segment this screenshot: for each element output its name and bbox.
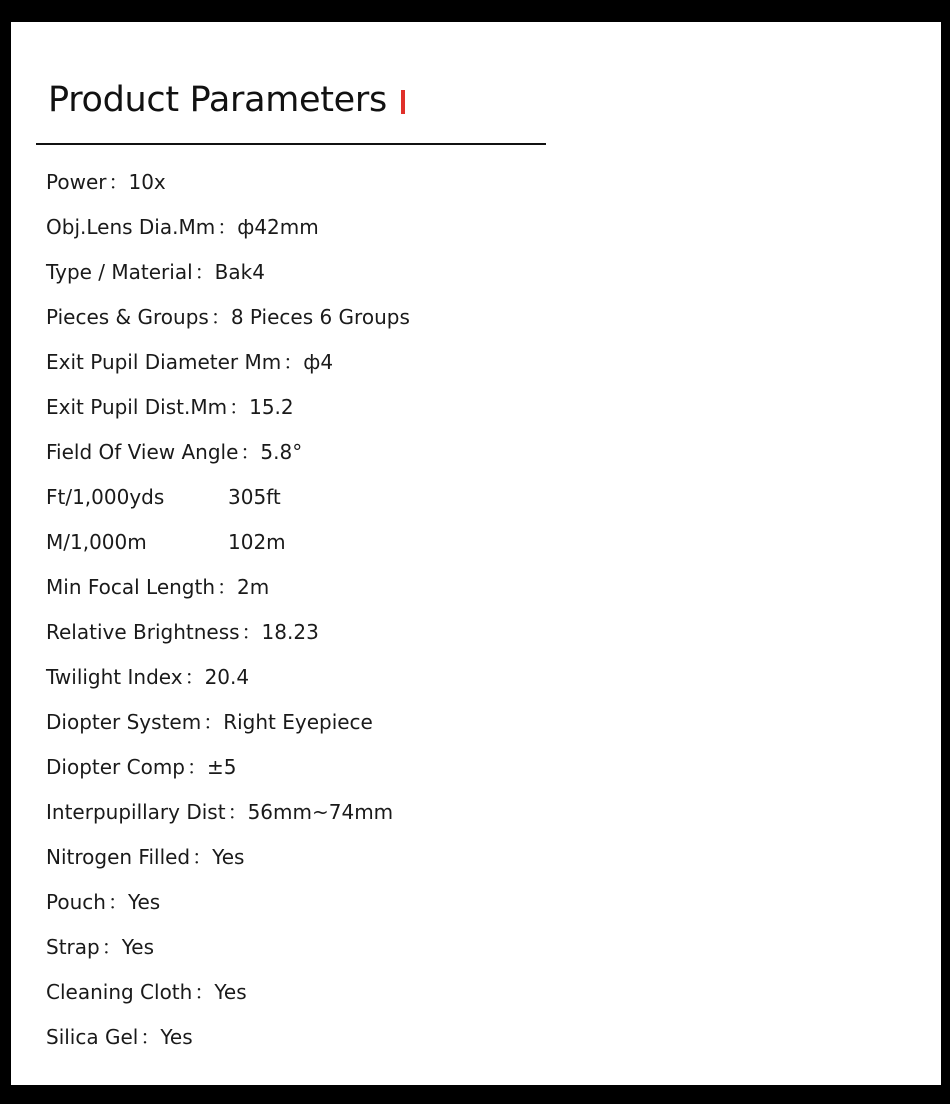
param-value: 18.23 (261, 620, 319, 644)
param-pieces-groups (46, 304, 410, 349)
param-min-focal-length (46, 574, 410, 619)
param-value: 5.8° (260, 440, 303, 464)
param-silica-gel (46, 1024, 410, 1069)
accent-bar (401, 90, 405, 114)
param-label: Pouch ： (46, 889, 128, 934)
param-label: Diopter Comp ： (46, 754, 207, 799)
param-twilight-index (46, 664, 410, 709)
param-label: Obj.Lens Dia.Mm ： (46, 214, 237, 259)
param-value: Yes (127, 890, 161, 914)
param-diopter-comp (46, 754, 410, 799)
param-value: 2m (237, 575, 270, 599)
section-header (48, 78, 405, 122)
param-exit-pupil-diameter (46, 349, 410, 394)
param-value: Yes (160, 1025, 193, 1049)
param-label: Min Focal Length ： (46, 574, 237, 619)
param-strap (46, 934, 410, 979)
param-value: 305ft (228, 485, 281, 509)
parameter-list (46, 169, 410, 1069)
param-field-of-view-angle (46, 439, 410, 484)
param-label: Interpupillary Dist ： (46, 799, 248, 844)
param-label: Twilight Index ： (46, 664, 205, 709)
product-parameters-card (11, 22, 941, 1085)
param-value: Bak4 (214, 260, 265, 284)
param-value: 20.4 (204, 665, 250, 689)
param-label: Relative Brightness ： (46, 619, 262, 664)
param-interpupillary-dist (46, 799, 410, 844)
param-label: Diopter System ： (46, 709, 223, 754)
page-frame (0, 12, 950, 1096)
param-value: Yes (214, 980, 247, 1004)
param-label: Exit Pupil Diameter Mm ： (46, 349, 303, 394)
param-pouch (46, 889, 410, 934)
param-value: Right Eyepiece (223, 710, 373, 734)
param-m-per-1000m (46, 529, 410, 574)
param-type-material (46, 259, 410, 304)
param-label: Strap ： (46, 934, 122, 979)
param-value: 56mm~74mm (247, 800, 394, 824)
param-value: ф42mm (237, 215, 319, 239)
param-ft-per-1000yds (46, 484, 410, 529)
param-label: Type / Material ： (46, 259, 215, 304)
param-diopter-system (46, 709, 410, 754)
param-cleaning-cloth (46, 979, 410, 1024)
param-value: ф4 (303, 350, 334, 374)
param-value: ±5 (207, 755, 237, 779)
param-label: Silica Gel ： (46, 1024, 160, 1069)
param-power (46, 169, 410, 214)
param-label: Ft/1,000yds (46, 485, 165, 509)
param-label: Nitrogen Filled ： (46, 844, 212, 889)
param-label: Exit Pupil Dist.Mm ： (46, 394, 249, 439)
param-value: Yes (212, 845, 245, 869)
param-obj-lens-dia (46, 214, 410, 259)
param-label: M/1,000m (46, 530, 147, 554)
param-value: 102m (228, 530, 286, 554)
param-nitrogen-filled (46, 844, 410, 889)
param-label: Pieces & Groups ： (46, 304, 231, 349)
param-value: 15.2 (249, 395, 294, 419)
param-value: 8 Pieces 6 Groups (230, 305, 410, 329)
param-label: Cleaning Cloth ： (46, 979, 214, 1024)
title-divider (36, 143, 546, 145)
param-relative-brightness (46, 619, 410, 664)
param-value: 10x (128, 170, 166, 194)
param-label: Field Of View Angle ： (46, 439, 260, 484)
param-exit-pupil-dist (46, 394, 410, 439)
param-label: Power ： (46, 169, 128, 214)
param-value: Yes (121, 935, 155, 959)
section-title: Product Parameters (48, 80, 387, 120)
